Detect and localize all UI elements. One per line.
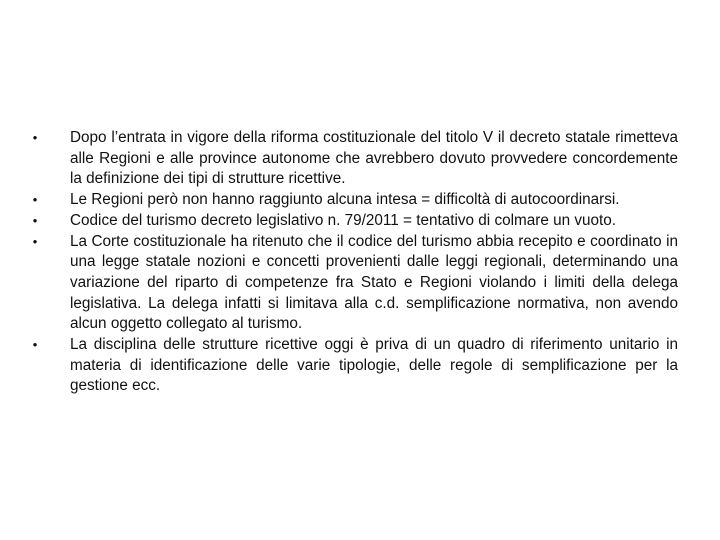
bullet-dot-icon: • — [32, 130, 38, 145]
bullet-dot-icon: • — [32, 212, 38, 228]
bullet-list — [28, 128, 678, 397]
bullet-text: La disciplina delle strutture ricettive oggi è priva di un quadro di riferimento unitario in materia di identificazione delle varie tipologie, delle regole di semplificazione per la gestione ecc. — [70, 336, 678, 395]
bullet-item — [28, 128, 678, 190]
bullet-dot-icon: • — [32, 192, 38, 208]
bullet-dot-icon: • — [32, 337, 38, 353]
bullet-item — [28, 232, 678, 336]
bullet-text: Dopo l’entrata in vigore della riforma costituzionale del titolo V il decreto statale rimetteva alle Regioni e alle province autonome che avrebbero dovuto provvedere concordemente la definizione dei tipi di strutture ricettive. — [70, 129, 678, 188]
bullet-item — [28, 190, 678, 211]
bullet-text: Codice del turismo decreto legislativo n. 79/2011 = tentativo di colmare un vuoto. — [70, 211, 617, 229]
bullet-dot-icon: • — [32, 233, 38, 249]
bullet-text: La Corte costituzionale ha ritenuto che il codice del turismo abbia recepito e coordinato in una legge statale nozioni e concetti provenienti dalle leggi regionali, determinando una variazione del riparto di competenze fra Stato e Regioni violando i limiti della delega legislativa. La delega infatti si limitava alla c.d. semplificazione normativa, non avendo alcun oggetto collegato al turismo. — [70, 232, 678, 333]
bullet-text: Le Regioni però non hanno raggiunto alcuna intesa = difficoltà di autocoordinarsi. — [70, 191, 620, 209]
bullet-item — [28, 211, 678, 232]
bullet-item — [28, 335, 678, 397]
